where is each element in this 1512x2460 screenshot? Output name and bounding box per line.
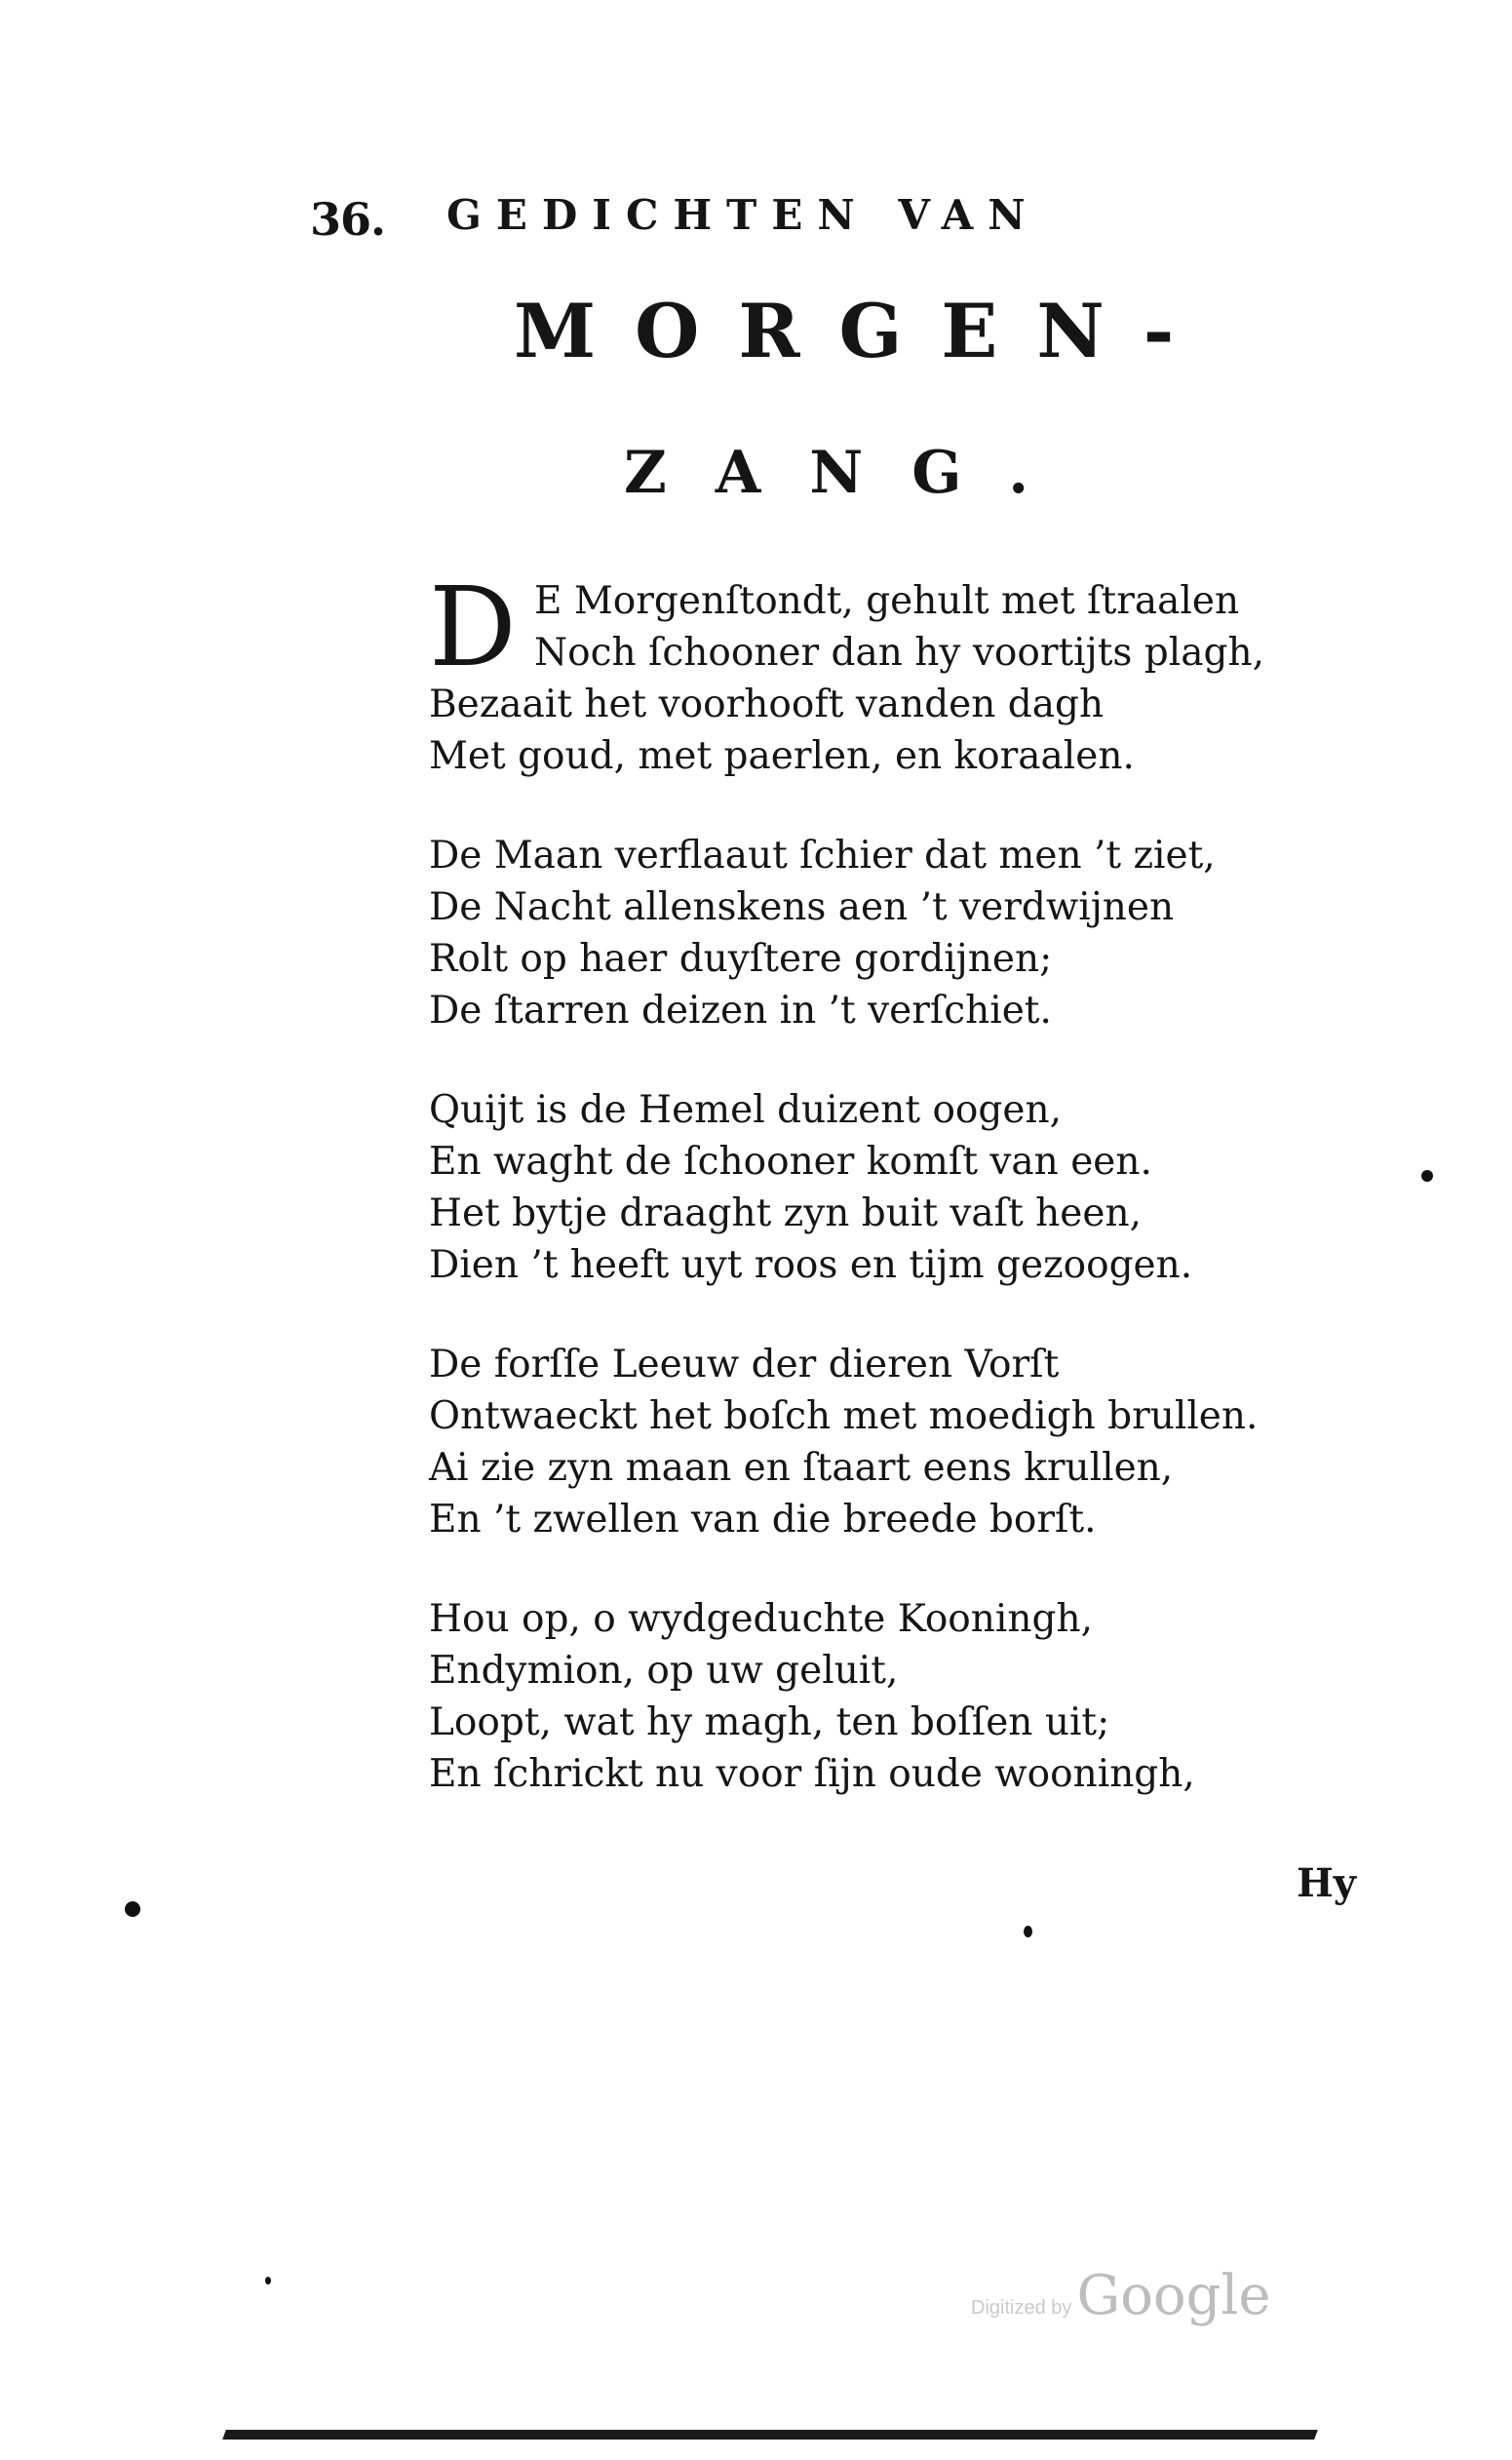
verse-line: Quijt is de Hemel duizent oogen, [429, 1088, 1062, 1132]
poem-body [429, 565, 1306, 1848]
verse-line: Met goud, met paerlen, en koraalen. [429, 734, 1135, 778]
ink-speck [1024, 1926, 1032, 1937]
catchword: Hy [1297, 1860, 1357, 1906]
digitized-watermark [971, 2264, 1271, 2327]
stanza-3 [429, 1084, 1306, 1291]
running-head: GEDICHTEN VAN [446, 191, 1040, 239]
poem-title-line-2: ZANG. [624, 439, 1078, 507]
stanza-2 [429, 830, 1306, 1036]
verse-line: E Morgenſtondt, gehult met ſtraalen [534, 579, 1240, 623]
verse-line: Dien ’t heeft uyt roos en tijm gezoogen. [429, 1243, 1193, 1287]
watermark-prefix: Digitized by [971, 2297, 1072, 2319]
poem-title-line-1: MORGEN- [514, 288, 1214, 374]
google-logo: Google [1076, 2264, 1271, 2327]
verse-line: Ontwaeckt het boſch met moedigh brullen. [429, 1394, 1259, 1438]
page-edge-shadow [222, 2430, 1318, 2440]
page-number: 36. [310, 193, 386, 246]
ink-speck [265, 2277, 271, 2284]
verse-line: Hou op, o wydgeduchte Kooningh, [429, 1597, 1093, 1641]
verse-line: En ’t zwellen van die breede borſt. [429, 1498, 1097, 1542]
verse-line: Rolt op haer duyſtere gordijnen; [429, 937, 1053, 981]
drop-cap: D [429, 565, 517, 691]
verse-line: De forſſe Leeuw der dieren Vorſt [429, 1343, 1060, 1386]
stanza-5 [429, 1593, 1306, 1800]
verse-line: Endymion, op uw geluit, [429, 1649, 899, 1693]
stanza-4 [429, 1339, 1306, 1545]
verse-line: De ſtarren deizen in ’t verſchiet. [429, 989, 1052, 1033]
ink-speck [1421, 1170, 1433, 1182]
verse-line: En waght de ſchooner komſt van een. [429, 1140, 1152, 1184]
verse-line: En ſchrickt nu voor ſijn oude wooningh, [429, 1752, 1195, 1796]
verse-line: Bezaait het voorhooft vanden dagh [429, 683, 1105, 726]
verse-line: De Nacht allenskens aen ’t verdwijnen [429, 885, 1175, 929]
verse-line: De Maan verflaaut ſchier dat men ’t ziet, [429, 834, 1216, 878]
verse-line: Ai zie zyn maan en ſtaart eens krullen, [429, 1446, 1174, 1490]
verse-line: Loopt, wat hy magh, ten boſſen uit; [429, 1700, 1110, 1744]
verse-line: Noch ſchooner dan hy voortijts plagh, [534, 631, 1264, 675]
stanza-1 [429, 565, 1306, 782]
verse-line: Het bytje draaght zyn buit vaſt heen, [429, 1191, 1142, 1235]
ink-speck [125, 1901, 140, 1917]
